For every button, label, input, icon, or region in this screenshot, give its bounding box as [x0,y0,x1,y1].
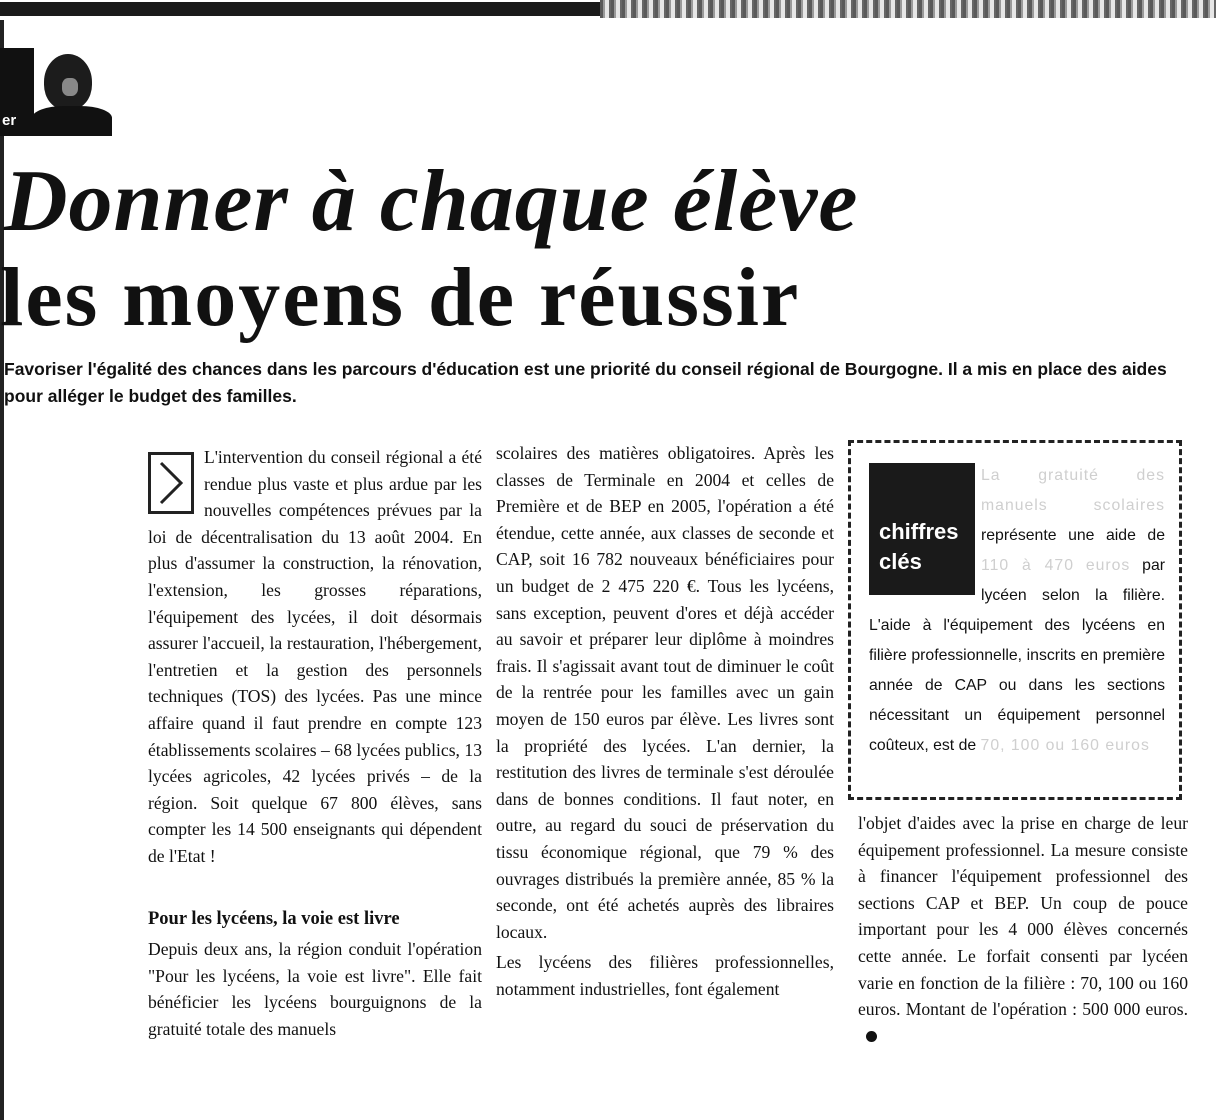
section-photo [0,48,112,136]
section-label: er [2,112,17,129]
faded-text-4: 70, 100 ou 160 euros [980,737,1150,754]
article-column-2 [496,440,834,1002]
headline-line-2: les moyens de réussir [0,251,801,344]
faded-text-3: euros [1085,557,1131,574]
article-column-1 [148,444,482,1042]
headline-line-1: Donner à chaque élève [4,153,859,250]
tag-line-1: chiffres [879,519,959,544]
tag-line-2: clés [879,549,922,574]
column2-paragraph-1: scolaires des matières obligatoires. Après les classes de Terminale en 2004 et celles de Première et de BEP en 2005, l'opération a été étendue, cette année, aux classes de seconde et CAP, soit 16 782 nouveaux bénéficiaires pour un budget de 2 475 220 €. Tous les lycéens, sans exception, peuvent d'ores et déjà accéder au savoir et préparer leur diplôme à moindres frais. Il s'agissait avant tout de diminuer le coût de la rentrée pour les familles avec un gain moyen de 150 euros par élève. Les livres sont la propriété des lycées. L'an dernier, la restitution des livres de terminale s'est déroulée dans de bonnes conditions. Il faut noter, en outre, au regard du souci de préservation du tissu économique régional, que 79 % des ouvrages distribués la première année, 85 % la seconde, ont été achetés auprès des libraires locaux. [496,443,834,942]
column2-paragraph-2: Les lycéens des filières professionnelles, notamment industrielles, font également [496,952,834,999]
top-scan-border [0,0,1216,18]
column3-paragraph-1: l'objet d'aides avec la prise en charge de leur équipement professionnel. La mesure consiste à financer l'équipement professionnel des sections CAP et BEP. Un coup de pouce important pour les 4 000 élèves concernés cette année. Le forfait consenti par lycéen varie en fonction de la filière : 70, 100 ou 160 euros. Montant de l'opération : 500 000 euros. [858,813,1188,1020]
faded-text-1: La gratuité des manuels scolaires [981,467,1165,514]
key-figures-text [869,461,1165,761]
column1-paragraph-2: Depuis deux ans, la région conduit l'opération "Pour les lycéens, la voie est livre". Elle fait bénéficier les lycéens bourguignons de la gratuité totale des manuels [148,939,482,1039]
column1-paragraph-1: L'intervention du conseil régional a été rendue plus vaste et plus ardue par les nouvelles compétences prévues par la loi de décentralisation du 13 août 2004. En plus d'assumer la construction, la rénovation, l'extension, les grosses réparations, l'équipement des lycées, il doit désormais assurer l'accueil, la restauration, l'hébergement, l'entretien et la gestion des personnels techniques (TOS) des lycées. Pas une mince affaire quand il faut prendre en compte 123 établissements scolaires – 68 lycées publics, 13 lycées agricoles, 42 lycées privés – de la région. Soit quelque 67 800 élèves, sans compter les 14 500 enseignants qui dépendent de l'Etat ! [148,447,482,866]
faded-text-2: 110 à 470 [981,557,1074,574]
top-dark-band [0,2,600,16]
end-bullet-icon [866,1031,877,1042]
key-figures-box [848,440,1182,800]
column1-subheading: Pour les lycéens, la voie est livre [148,908,400,929]
intro-paragraph: Favoriser l'égalité des chances dans les parcours d'éducation est une priorité du conseil régional de Bourgogne. Il a mis en place des aides pour alléger le budget des familles. [4,359,1167,406]
key-text-2: par lycéen selon la filière. L'aide à l'équipement des lycéens en filière professionnelle, inscrits en première année de CAP ou dans les sections nécessitant un équipement personnel coûteux, est de [869,557,1165,754]
article-column-3 [858,810,1188,1049]
top-noise-band [600,0,1216,18]
key-text-1: représente une aide de [981,527,1165,544]
chevron-right-icon [148,452,194,514]
